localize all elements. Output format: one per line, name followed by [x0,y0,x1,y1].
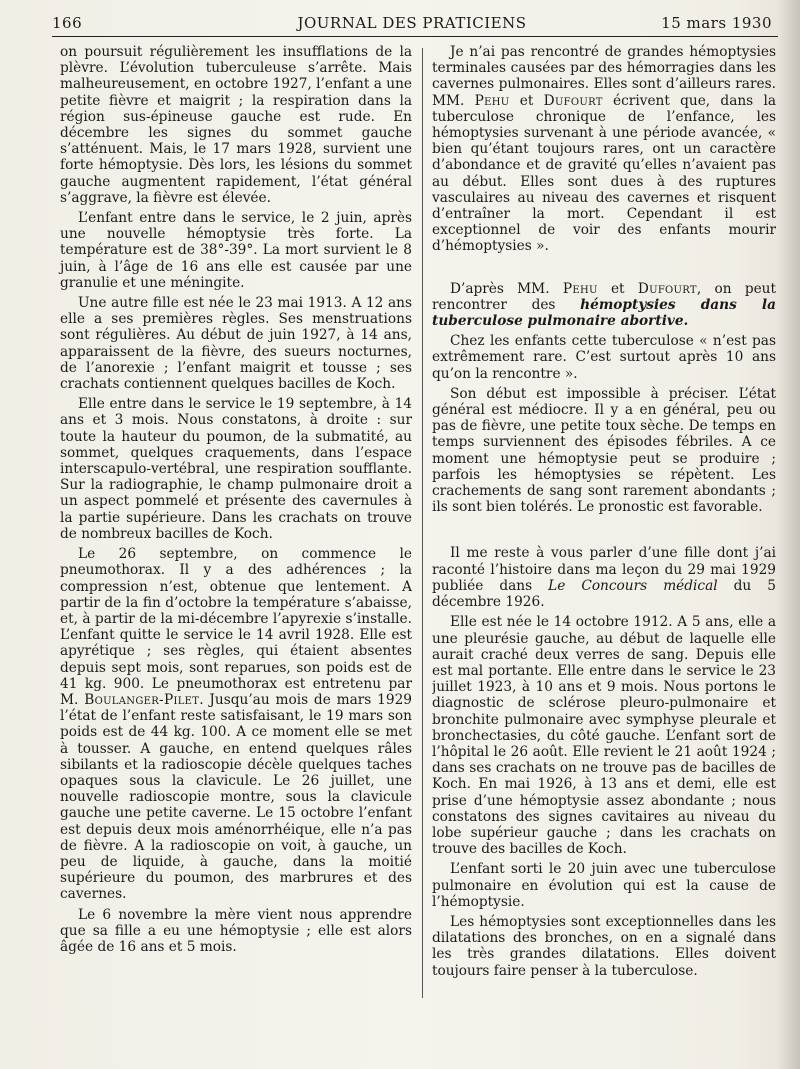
text-span: Il me reste à vous parler d’une fille dont j’ai raconté l’histoire dans ma leçon du 29 mai 1929 publiée dans [432,545,776,594]
text-span: , on peut rencontrer des [432,280,776,313]
header-rule [52,36,778,37]
emphasized-title: hémoptysies dans la tuberculose pulmonaire abortive. [432,296,776,330]
author-name: Boulanger-Pilet [84,691,200,708]
paragraph: Une autre fille est née le 23 mai 1913. A 12 ans elle a ses premières règles. Ses menstruations sont régulières. Au début de juin 1927, à 14 ans, apparaissent de la fièvre, des sueurs nocturnes, de l’anorexie ; l’enfant maigrit et tousse ; ses crachats contiennent quelques bacilles de Koch. [60,295,412,393]
text-span: . Jusqu’au mois de mars 1929 l’état de l’enfant reste satisfaisant, le 19 mars son poids est de 44 kg. 100. A ce moment elle se met à tousser. A gauche, en entend quelques râles sibilants et la radioscopie décèle quelques taches opaques sous la clavicule. Le 26 juillet, une nouvelle radioscopie montre, sous la clavicule gauche une petite caverne. Le 15 octobre l’enfant est depuis deux mois aménorrhéique, elle n’a pas de fièvre. A la radioscopie on voit, à gauche, un peu de liquide, à gauche, dans la moitié supérieure du poumon, des marbrures et des cavernes. [60,691,413,903]
author-name: Pehu [474,92,510,109]
page-header [52,12,772,36]
text-span: D’après MM. [450,280,550,297]
paragraph: on poursuit régulièrement les insufflations de la plèvre. L’évolution tuberculeuse s’arrête. Mais malheureusement, en octobre 1927, l’enfant a une petite fièvre et maigrit ; la respiration dans la région sus-épineuse gauche est rude. En décembre les signes du sommet gauche s’atténuent. Mais, le 17 mars 1928, survient une forte hémoptysie. Dès lors, les lésions du sommet gauche augmentent rapidement, l’état général s’aggrave, la fièvre est élevée. [60,44,412,206]
left-column [60,44,412,959]
author-name: Dufourt [637,280,697,297]
paragraph [432,545,776,610]
author-name: Dufourt [543,92,603,109]
column-divider [422,48,423,998]
right-column [432,44,776,1044]
paragraph: Les hémoptysies sont exceptionnelles dans les dilatations des bronches, on en a signalé dans les très grandes dilatations. Elles doivent toujours faire penser à la tuberculose. [432,913,776,979]
paragraph: Elle entre dans le service le 19 septembre, à 14 ans et 3 mois. Nous constatons, à droite : sur toute la hauteur du poumon, de la submatité, au sommet, quelques craquements, dans l’espace interscapulo-vertébral, une respiration soufflante. Sur la radiographie, le champ pulmonaire droit a un aspect pommelé et présente des cavernules à la partie supérieure. Dans les crachats on trouve de nombreux bacilles de Koch. [60,396,412,542]
page-edge-shadow [778,0,800,1069]
text-span: Je n’ai pas rencontré de grandes hémoptysies terminales causées par des hémorragies dans les cavernes pulmonaires. Elles sont d’ailleurs rares. MM. [432,44,776,109]
text-span: et [509,92,544,109]
text-span: Le 26 septembre, on commence le pneumothorax. Il y a des adhérences ; la compression n’est, obtenue que lentement. A partir de la fin d’octobre la température s’abaisse, et, à partir de la mi-décembre l’apyrexie s’installe. L’enfant quitte le service le 14 avril 1928. Elle est apyrétique ; ses règles, qui étaient absentes depuis sept mois, sont reparues, son poids est de 41 kg. 900. Le pneumothorax est entretenu par M. [60,546,412,708]
author-name: Pehu [562,280,598,297]
text-span: écrivent que, dans la tuberculose chronique de l’enfance, les hémoptysies survenant à une période avancée, « bien qu’étant toujours rares, ont un caractère d’abondance et de gravité qu’elles n’avaient pas au début. Elles sont dues à des ruptures vasculaires au niveau des cavernes et risquent d’entraîner la mort. Cependant il est exceptionnel de voir des enfants mourir d’hémoptysies ». [432,92,776,255]
issue-date: 15 mars 1930 [661,14,772,32]
journal-reference: Le Concours médical [548,577,718,594]
paragraph: Le 6 novembre la mère vient nous apprendre que sa fille a eu une hémoptysie ; elle est alors âgée de 16 ans et 5 mois. [60,906,412,955]
paragraph [432,281,776,330]
paragraph [432,44,776,255]
paragraph: L’enfant entre dans le service, le 2 juin, après une nouvelle hémoptysie très forte. La température est de 38°-39°. La mort survient le 8 juin, à l’âge de 16 ans elle est causée par une granulie et une méningite. [60,210,412,291]
text-span: du 5 décembre 1926. [432,577,776,611]
journal-title: JOURNAL DES PRATICIENS [297,14,527,32]
paragraph: L’enfant sorti le 20 juin avec une tuberculose pulmonaire en évolution qui est la cause de l’hémoptysie. [432,861,776,910]
page-number: 166 [52,14,83,32]
paragraph: Chez les enfants cette tuberculose « n’est pas extrêmement rare. C’est surtout après 10 ans qu’on la rencontre ». [432,333,776,382]
paragraph [60,546,412,902]
paragraph: Elle est née le 14 octobre 1912. A 5 ans, elle a une pleurésie gauche, au début de laquelle elle aurait craché deux verres de sang. Depuis elle est mal portante. Elle entre dans le service le 23 juillet 1923, à 10 ans et 9 mois. Nous portons le diagnostic de sclérose pleuro-pulmonaire et bronchite pulmonaire avec symphyse pleurale et bronchectasies, du côté gauche. L’enfant sort de l’hôpital le 26 août. Elle revient le 21 août 1924 ; dans ses crachats on ne trouve pas de bacilles de Koch. En mai 1926, à 13 ans et demi, elle est prise d’une hémoptysie assez abondante ; nous constatons des signes cavitaires au niveau du lobe supérieur gauche ; dans les crachats on trouve des bacilles de Koch. [432,614,776,858]
spacer [432,259,776,281]
paragraph: Son début est impossible à préciser. L’état général est médiocre. Il y a en général, peu ou pas de fièvre, une petite toux sèche. De temps en temps surviennent des épisodes fébriles. A ce moment une hémoptysie peut se produire ; parfois les hémoptysies se répètent. Les crachements de sang sont rarement abondants ; ils sont bien tolérés. Le pronostic est favorable. [432,385,776,516]
text-span: et [597,280,638,297]
spacer [432,519,776,545]
